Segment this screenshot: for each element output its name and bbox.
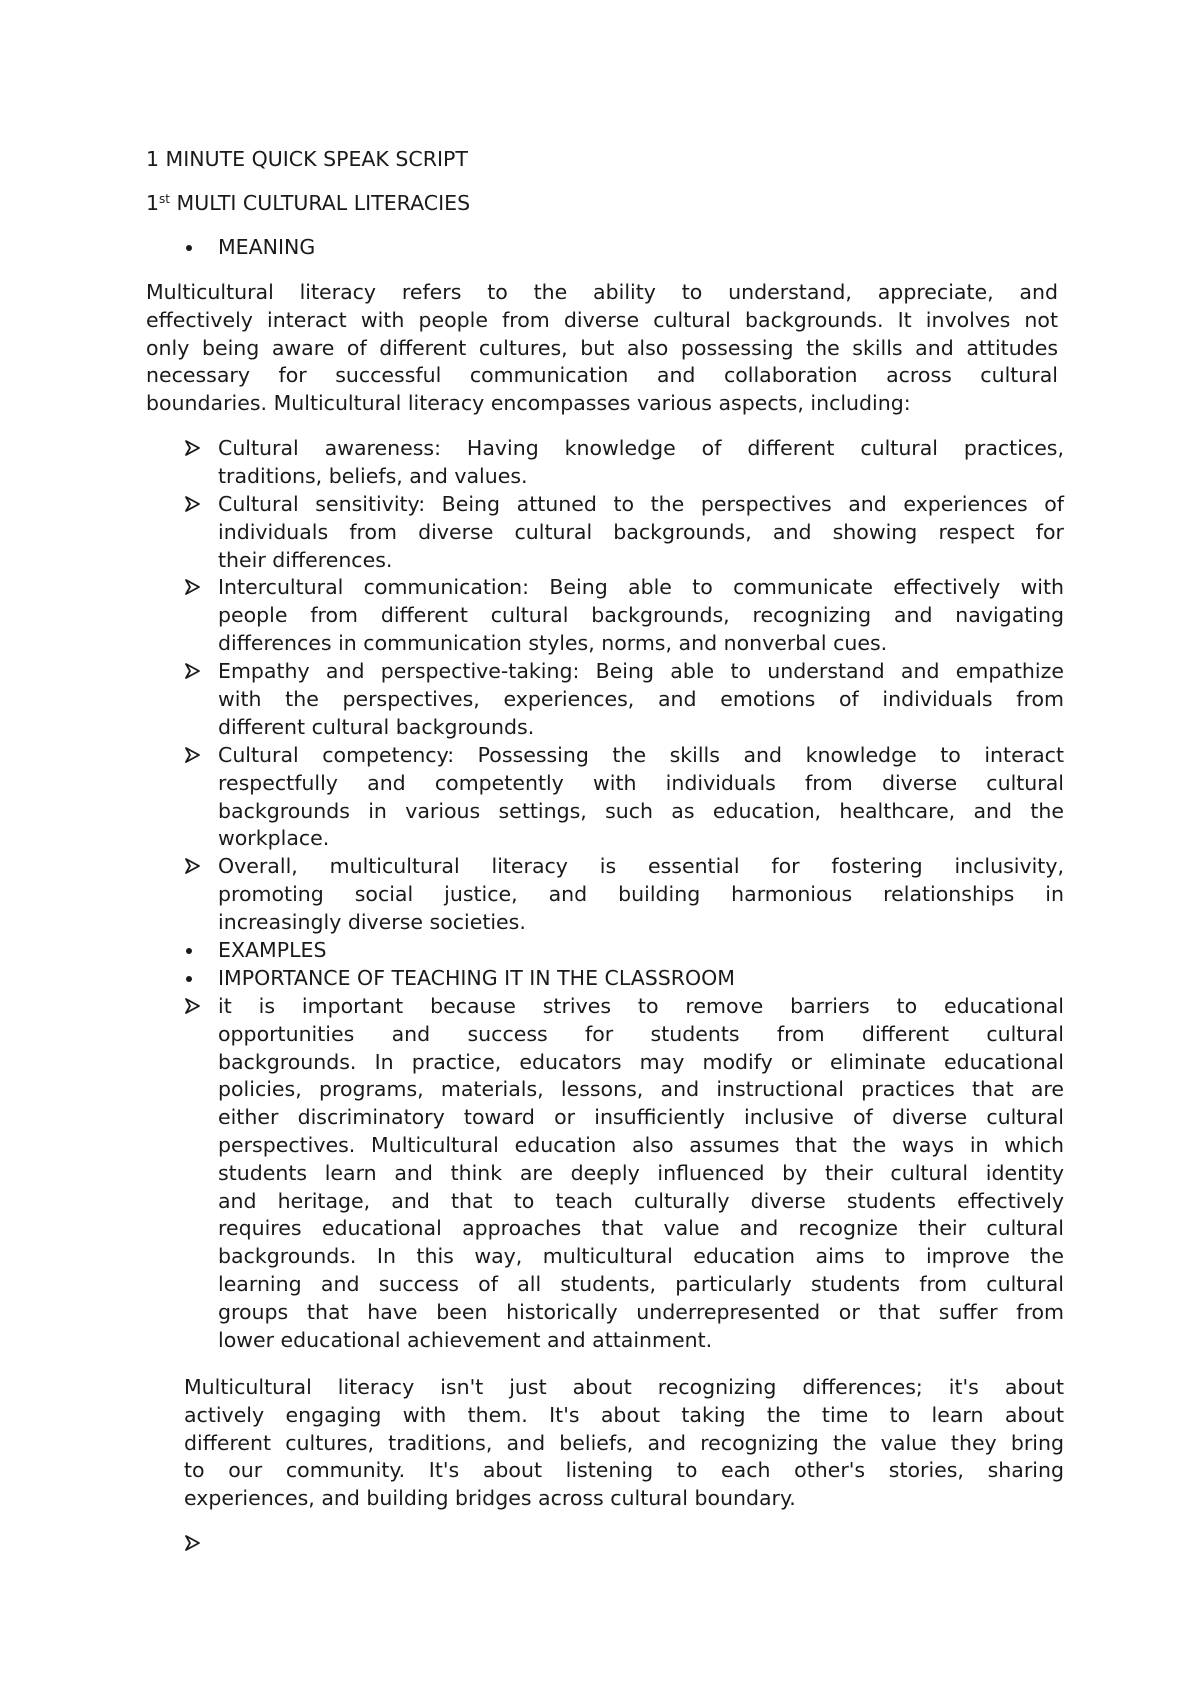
title-text: 1 MINUTE QUICK SPEAK SCRIPT (146, 147, 468, 171)
aspect-line: Intercultural communication: Being able to communicate effectively with (218, 575, 1064, 599)
closing-line: to our community. It's about listening to each other's stories, sharing (184, 1458, 1064, 1483)
closing-line: different cultures, traditions, and beliefs, and recognizing the value they bring (184, 1430, 1064, 1455)
section-number: 1 (146, 191, 160, 215)
closing-line: Multicultural literacy isn't just about recognizing differences; it's about (184, 1375, 1064, 1399)
aspect-line: traditions, beliefs, and values. (218, 463, 528, 488)
aspect-line: Cultural competency: Possessing the skills and knowledge to interact (218, 743, 1064, 767)
closing-paragraph (184, 1374, 1064, 1513)
aspect-line: Cultural sensitivity: Being attuned to the perspectives and experiences of (218, 492, 1064, 516)
aspect-text (218, 435, 1064, 491)
intro-paragraph (146, 279, 1058, 418)
aspect-line: with the perspectives, experiences, and emotions of individuals from (218, 686, 1064, 711)
importance-line: backgrounds. In practice, educators may modify or eliminate educational (218, 1049, 1064, 1074)
aspect-text (218, 491, 1064, 574)
aspect-line: different cultural backgrounds. (218, 714, 535, 739)
aspect-line: promoting social justice, and building harmonious relationships in (218, 881, 1064, 906)
arrowhead-bullet-icon (184, 658, 206, 682)
aspect-line: Overall, multicultural literacy is essential for fostering inclusivity, (218, 854, 1064, 878)
arrowhead-bullet-icon (184, 742, 206, 766)
bullet-examples-text: EXAMPLES (218, 938, 327, 962)
aspect-text (218, 574, 1064, 657)
bullet-importance-text: IMPORTANCE OF TEACHING IT IN THE CLASSROOM (218, 966, 735, 990)
intro-line: effectively interact with people from diverse cultural backgrounds. It involves not (146, 307, 1058, 332)
importance-text (218, 993, 1064, 1354)
arrowhead-bullet-icon (184, 993, 206, 1017)
aspect-text (218, 742, 1064, 853)
section-heading-text: MULTI CULTURAL LITERACIES (176, 191, 471, 215)
importance-line: backgrounds. In this way, multicultural education aims to improve the (218, 1244, 1064, 1269)
aspect-line: workplace. (218, 826, 330, 851)
intro-line: necessary for successful communication and collaboration across cultural (146, 363, 1058, 388)
intro-line: Multicultural literacy refers to the ability to understand, appreciate, and (146, 280, 1058, 304)
importance-line: it is important because strives to remove barriers to educational (218, 994, 1064, 1018)
importance-line: requires educational approaches that value and recognize their cultural (218, 1216, 1064, 1241)
aspect-line: Empathy and perspective-taking: Being able to understand and empathize (218, 659, 1064, 683)
arrowhead-bullet-icon (184, 1530, 206, 1554)
arrowhead-bullet-icon (184, 435, 206, 459)
section-ordinal-suffix: st (159, 192, 171, 206)
importance-line: policies, programs, materials, lessons, and instructional practices that are (218, 1077, 1064, 1102)
aspect-text (218, 658, 1064, 741)
bullet-meaning-text: MEANING (218, 235, 316, 259)
importance-line: lower educational achievement and attainment. (218, 1327, 713, 1352)
importance-line: learning and success of all students, particularly students from cultural (218, 1271, 1064, 1296)
intro-line: boundaries. Multicultural literacy encompasses various aspects, including: (146, 391, 911, 416)
arrowhead-bullet-icon (184, 853, 206, 877)
aspect-line: their differences. (218, 547, 393, 572)
importance-line: either discriminatory toward or insufficiently inclusive of diverse cultural (218, 1105, 1064, 1130)
importance-line: and heritage, and that to teach culturally diverse students effectively (218, 1188, 1064, 1213)
aspect-text (218, 853, 1064, 936)
importance-line: students learn and think are deeply influenced by their cultural identity (218, 1160, 1064, 1185)
document-title (146, 147, 468, 171)
closing-line: experiences, and building bridges across cultural boundary. (184, 1486, 796, 1511)
importance-line: perspectives. Multicultural education also assumes that the ways in which (218, 1132, 1064, 1157)
arrowhead-bullet-icon (184, 574, 206, 598)
aspect-line: individuals from diverse cultural backgrounds, and showing respect for (218, 519, 1064, 544)
aspect-line: respectfully and competently with individuals from diverse cultural (218, 770, 1064, 795)
aspect-line: people from different cultural backgrounds, recognizing and navigating (218, 602, 1064, 627)
aspect-line: differences in communication styles, norms, and nonverbal cues. (218, 630, 888, 655)
filled-circle-bullet-icon (184, 235, 204, 267)
aspect-line: increasingly diverse societies. (218, 909, 526, 934)
importance-line: groups that have been historically underrepresented or that suffer from (218, 1299, 1064, 1324)
importance-line: opportunities and success for students from different cultural (218, 1021, 1064, 1046)
aspect-line: backgrounds in various settings, such as education, healthcare, and the (218, 798, 1064, 823)
section-heading (146, 191, 470, 215)
aspect-line: Cultural awareness: Having knowledge of different cultural practices, (218, 436, 1064, 460)
intro-line: only being aware of different cultures, but also possessing the skills and attitudes (146, 335, 1058, 360)
closing-line: actively engaging with them. It's about taking the time to learn about (184, 1402, 1064, 1427)
arrowhead-bullet-icon (184, 491, 206, 515)
